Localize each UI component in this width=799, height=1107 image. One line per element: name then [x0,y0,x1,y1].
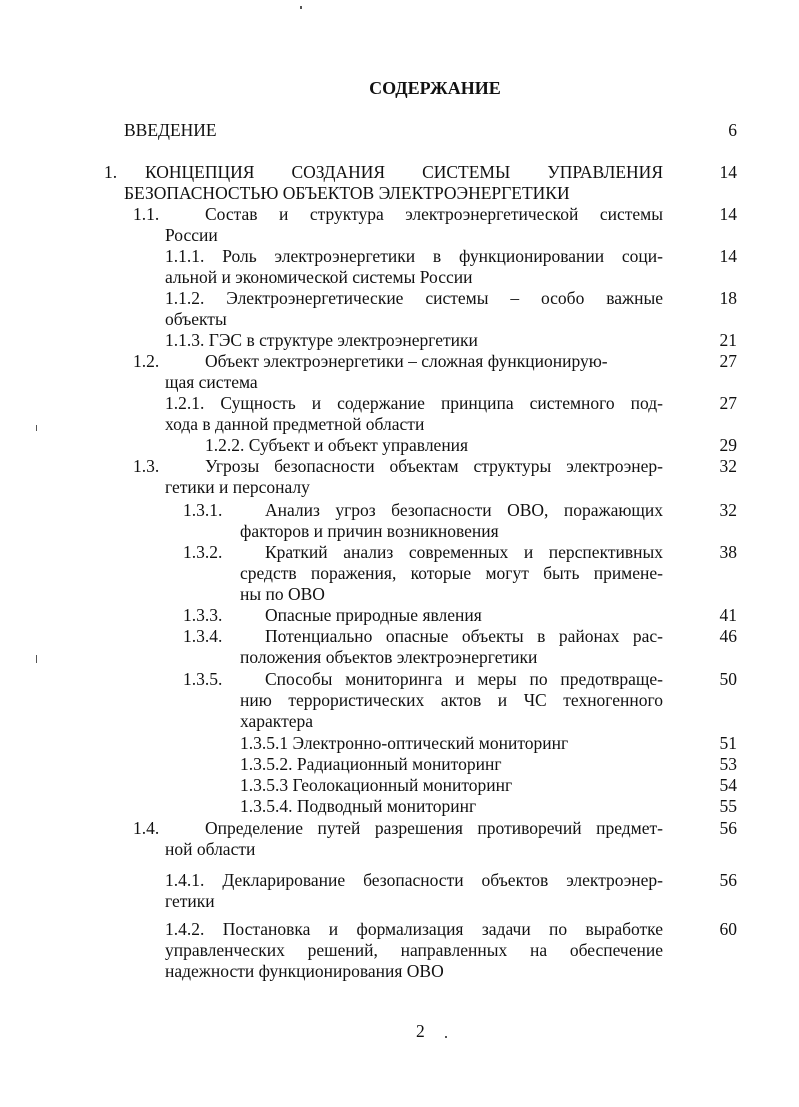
toc-entry-text: 1.3.5.3 Геолокационный мониторинг [240,775,513,795]
toc-entry-text: объекты [165,309,227,329]
toc-entry-number: 1.3.5. [183,669,223,689]
toc-entry-page: 6 [728,120,737,140]
toc-entry-text: 1.3.5.1 Электронно-оптический мониторинг [240,733,569,753]
toc-entry-text: 1.1.2. Электроэнергетические системы – особо важные [165,288,663,308]
toc-entry-page: 27 [719,351,737,371]
toc-entry-page: 56 [719,870,737,890]
toc-entry-text: 1.1.1. Роль электроэнергетики в функционировании соци- [165,246,663,266]
toc-entry-text: альной и экономической системы России [165,267,473,287]
toc-entry-page: 21 [719,330,737,350]
toc-entry-page: 51 [719,733,737,753]
toc-entry-page: 53 [719,754,737,774]
toc-entry-text: средств поражения, которые могут быть примене- [240,563,663,583]
scan-speck [300,6,302,9]
toc-entry-page: 18 [719,288,737,308]
scan-speck [36,655,37,663]
toc-entry-text: Анализ угроз безопасности ОВО, поражающих [265,500,663,520]
toc-entry-page: 32 [719,500,737,520]
toc-entry-text: 1.2.1. Сущность и содержание принципа системного под- [165,393,663,413]
page-number: 2 [416,1021,425,1041]
toc-entry-page: 46 [719,626,737,646]
toc-entry-page: 14 [719,246,737,266]
toc-entry-text: Объект электроэнергетики – сложная функционирую- [205,351,608,371]
toc-entry-text: характера [240,711,314,731]
toc-entry-text: Способы мониторинга и меры по предотвраще- [265,669,663,689]
toc-entry-number: 1.1. [133,204,160,224]
scan-speck [445,1036,447,1038]
toc-entry-text: положения объектов электроэнергетики [240,647,538,667]
toc-entry-page: 60 [719,919,737,939]
toc-entry-text: ны по ОВО [240,584,325,604]
toc-entry-page: 14 [719,204,737,224]
toc-entry-text: нию террористических актов и ЧС техногенного [240,690,663,710]
toc-entry-text: Состав и структура электроэнергетической системы [205,204,663,224]
toc-entry-page: 41 [719,605,737,625]
toc-entry-text: 1.4.1. Декларирование безопасности объектов электроэнер- [165,870,663,890]
toc-entry-number: 1.3.3. [183,605,223,625]
toc-entry-number: 1.3.1. [183,500,223,520]
toc-entry-text: 1.4.2. Постановка и формализация задачи по выработке [165,919,663,939]
scan-speck [36,425,37,431]
toc-entry-text: КОНЦЕПЦИЯ СОЗДАНИЯ СИСТЕМЫ УПРАВЛЕНИЯ [145,162,663,182]
toc-entry-number: 1.3. [133,456,160,476]
toc-entry-text: Определение путей разрешения противоречий предмет- [205,818,663,838]
toc-entry-page: 38 [719,542,737,562]
toc-entry-page: 55 [719,796,737,816]
toc-entry-number: 1.2. [133,351,160,371]
toc-entry-page: 32 [719,456,737,476]
toc-entry-text: 1.2.2. Субъект и объект управления [205,435,469,455]
toc-entry-text: 1.3.5.4. Подводный мониторинг [240,796,477,816]
toc-entry-text: управленческих решений, направленных на обеспечение [165,940,663,960]
toc-entry-text: щая система [165,372,258,392]
toc-entry-page: 14 [719,162,737,182]
toc-entry-text: ВВЕДЕНИЕ [124,120,217,140]
toc-entry-text: 1.3.5.2. Радиационный мониторинг [240,754,502,774]
toc-entry-text: Краткий анализ современных и перспективных [265,542,663,562]
toc-entry-page: 50 [719,669,737,689]
toc-entry-text: БЕЗОПАСНОСТЬЮ ОБЪЕКТОВ ЭЛЕКТРОЭНЕРГЕТИКИ [124,183,570,203]
toc-entry-text: Угрозы безопасности объектам структуры электроэнер- [205,456,663,476]
toc-entry-page: 29 [719,435,737,455]
toc-entry-text: гетики и персоналу [165,477,310,497]
toc-entry-number: 1. [104,162,118,182]
toc-entry-number: 1.3.4. [183,626,223,646]
toc-entry-text: Опасные природные явления [265,605,482,625]
page-title: СОДЕРЖАНИЕ [369,78,501,98]
toc-entry-text: ной области [165,839,256,859]
toc-entry-number: 1.4. [133,818,160,838]
toc-entry-text: надежности функционирования ОВО [165,961,444,981]
toc-entry-page: 27 [719,393,737,413]
toc-entry-text: Потенциально опасные объекты в районах рас- [265,626,663,646]
toc-entry-number: 1.3.2. [183,542,223,562]
toc-entry-text: 1.1.3. ГЭС в структуре электроэнергетики [165,330,478,350]
toc-entry-text: хода в данной предметной области [165,414,425,434]
toc-entry-page: 56 [719,818,737,838]
toc-entry-page: 54 [719,775,737,795]
toc-entry-text: России [165,225,218,245]
toc-entry-text: гетики [165,891,215,911]
toc-entry-text: факторов и причин возникновения [240,521,499,541]
